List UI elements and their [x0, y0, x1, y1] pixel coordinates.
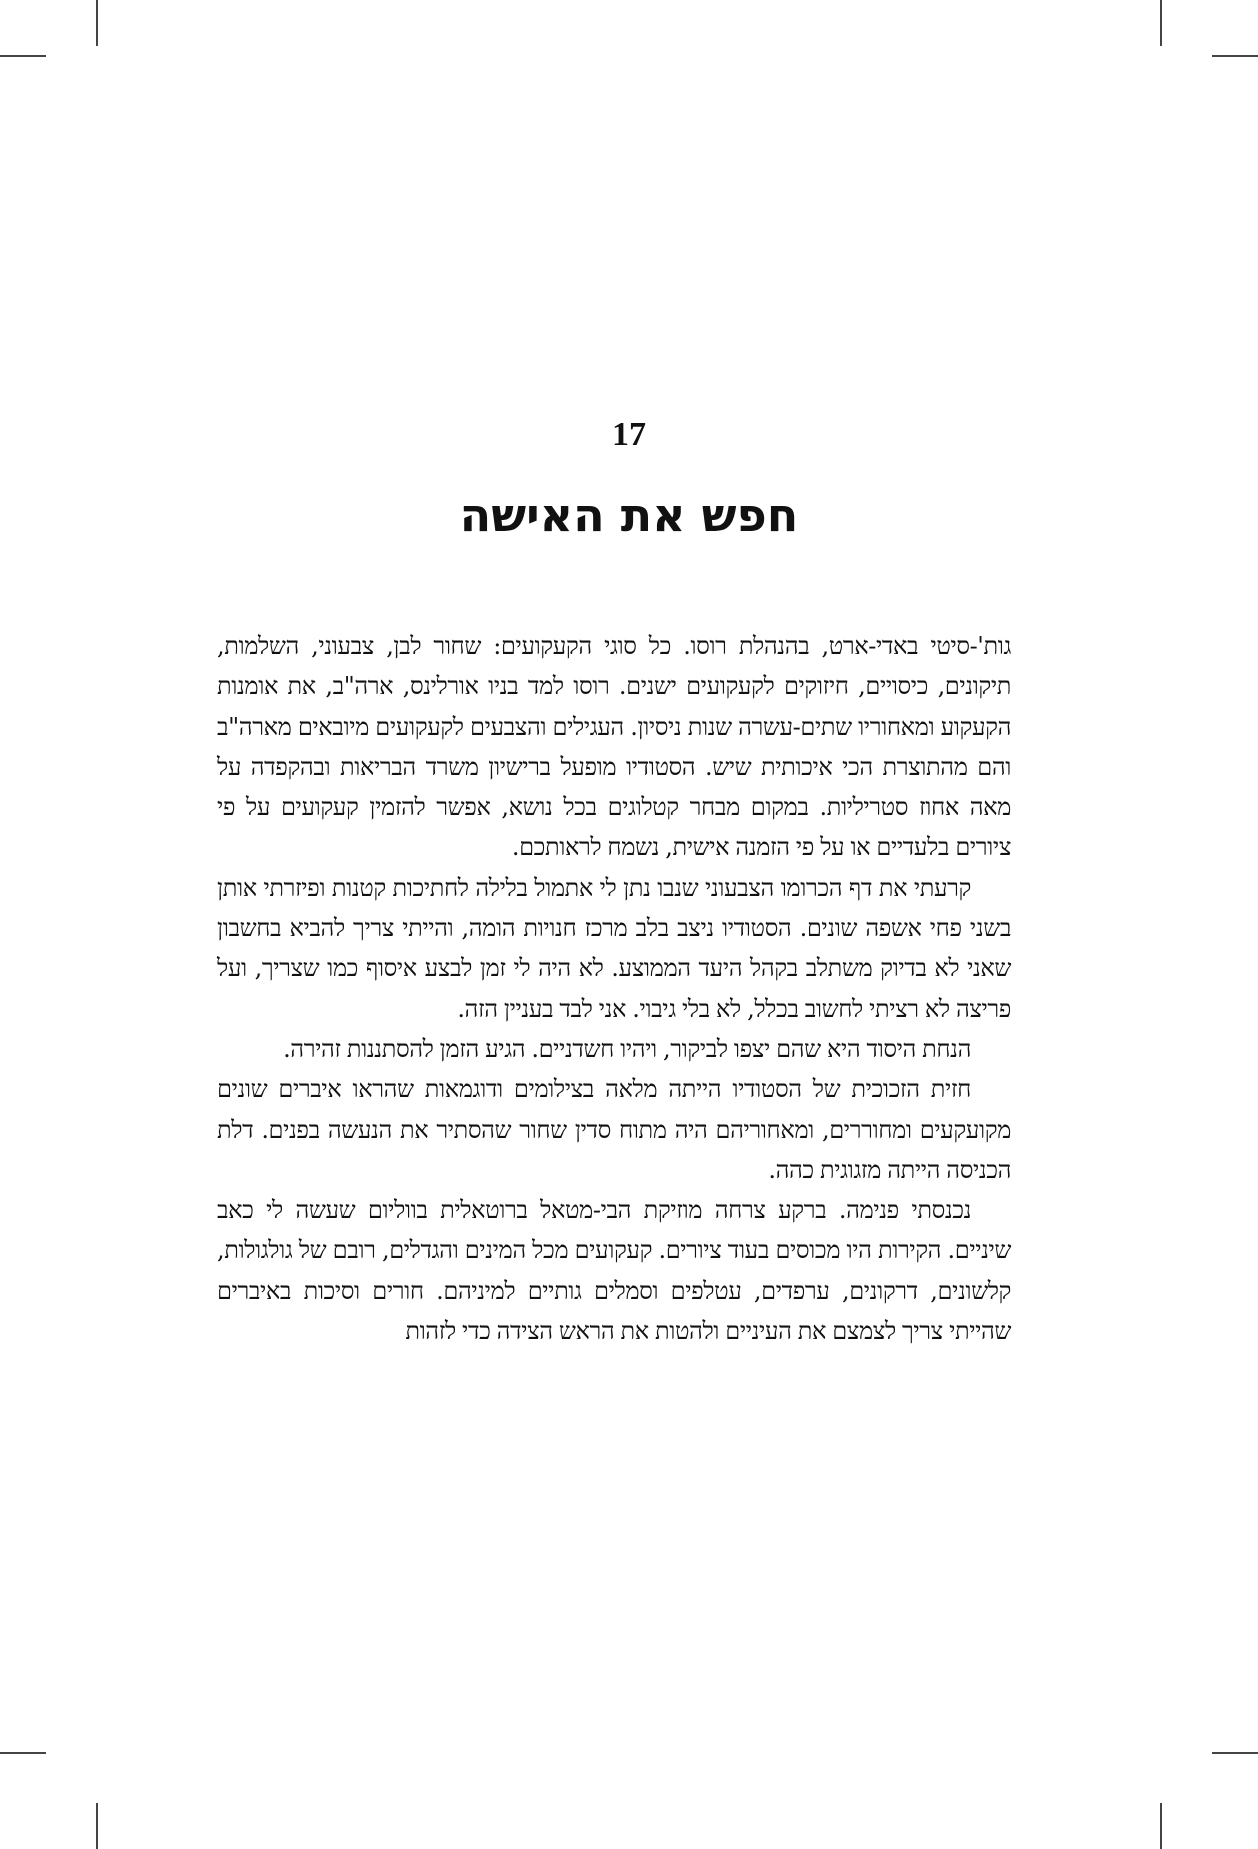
paragraph-5: נכנסתי פנימה. ברקע צרחה מוזיקת הבי-מטאל ברוטאלית בווליום שעשה לי כאב שיניים. הקירות היו מכוסים בעוד ציורים. קעקועים מכל המינים והגדלים, רובם של גולגולות, קלשונים, דרקונים, ערפדים, עטלפים וסמלים גותיים למיניהם. חורים וסיכות באיברים שהייתי צריך לצמצם את העיניים ולהטות את הראש הצידה כדי לזהות: [217, 1196, 1011, 1346]
crop-mark-bottom-left-h: [0, 1752, 46, 1754]
chapter-number: 17: [612, 416, 646, 453]
crop-mark-top-right-h: [1212, 55, 1258, 57]
crop-mark-bottom-left-v: [96, 1803, 98, 1849]
chapter-title: חפש את האישה: [459, 488, 799, 542]
crop-mark-bottom-right-v: [1160, 1803, 1162, 1849]
paragraph-4: חזית הזכוכית של הסטודיו הייתה מלאה בצילומים ודוגמאות שהראו איברים שונים מקועקעים ומחוררים, ומאחוריהם היה מתוח סדין שחור שהסתיר את הנעשה בפנים. דלת הכניסה הייתה מזגוגית כהה.: [217, 1075, 1011, 1184]
paragraph-3: הנחת היסוד היא שהם יצפו לביקור, ויהיו חשדניים. הגיע הזמן להסתננות זהירה.: [283, 1034, 971, 1063]
crop-mark-top-right-v: [1160, 0, 1162, 46]
paragraph-1: גות'-סיטי באדי-ארט, בהנהלת רוסו. כל סוגי הקעקועים: שחור לבן, צבעוני, השלמות, תיקונים, כיסויים, חיזוקים לקעקועים ישנים. רוסו למד בניו אורלינס, ארה"ב, את אומנות הקעקוע ומאחוריו שתים-עשרה שנות ניסיון. העגילים והצבעים לקעקועים מיובאים מארה"ב והם מהתוצרת הכי איכותית שיש. הסטודיו מופעל ברישיון משרד הבריאות ובהקפדה על מאה אחוז סטריליות. במקום מבחר קטלוגים בכל נושא, אפשר להזמין קעקועים על פי ציורים בלעדיים או על פי הזמנה אישית, נשמח לראותכם.: [217, 632, 1011, 862]
paragraph-2: קרעתי את דף הכרומו הצבעוני שנבו נתן לי אתמול בלילה לחתיכות קטנות ופיזרתי אותן בשני פחי אשפה שונים. הסטודיו ניצב בלב מרכז חנויות הומה, והייתי צריך להביא בחשבון שאני לא בדיוק משתלב בקהל היעד הממוצע. לא היה לי זמן לבצע איסוף כמו שצריך, ועל פריצה לא רציתי לחשוב בכלל, לא בלי גיבוי. אני לבד בעניין הזה.: [217, 873, 1011, 1023]
crop-mark-bottom-right-h: [1212, 1752, 1258, 1754]
chapter-body: [217, 626, 1011, 1351]
crop-mark-top-left-v: [96, 0, 98, 46]
crop-mark-top-left-h: [0, 55, 46, 57]
